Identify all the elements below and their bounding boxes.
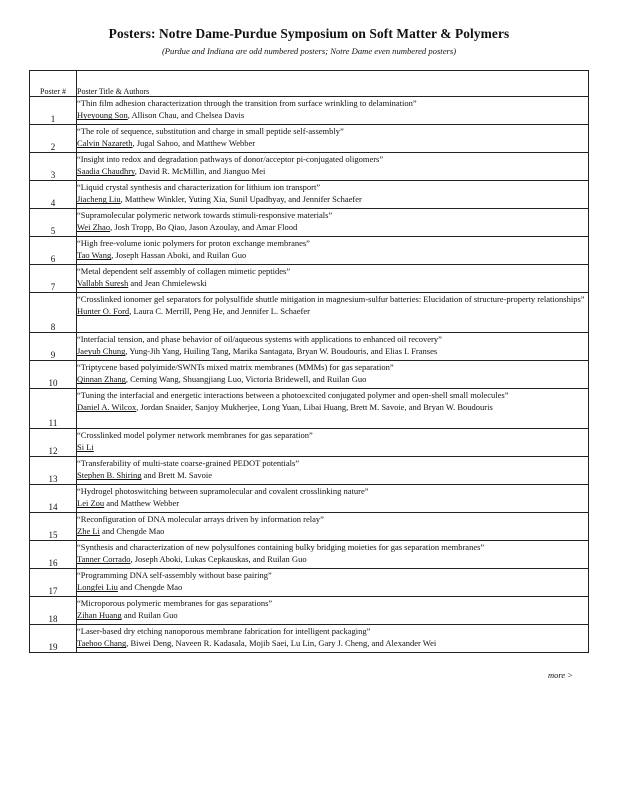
poster-title: “Metal dependent self assembly of collagen mimetic peptides” (77, 266, 291, 276)
column-header-title: Poster Title & Authors (77, 71, 589, 97)
poster-number: 9 (30, 333, 77, 361)
poster-title: “Interfacial tension, and phase behavior of oil/aqueous systems with applications to enhanced oil recovery” (77, 334, 442, 344)
more-link: more > (548, 670, 574, 680)
co-authors: and Chengde Mao (99, 526, 165, 537)
poster-entry (77, 389, 589, 429)
poster-entry (77, 181, 589, 209)
table-row (30, 97, 589, 125)
presenting-author: Stephen B. Shiring (77, 470, 142, 481)
table-row (30, 485, 589, 513)
poster-title: “Crosslinked ionomer gel separators for polysulfide shuttle mitigation in magnesium-sulfur batteries: Elucidation of structure-property relationships” (77, 294, 585, 304)
poster-title: “Tuning the interfacial and energetic interactions between a photoexcited conjugated polymer and open-shell small molecules” (77, 390, 509, 400)
poster-title: “Reconfiguration of DNA molecular arrays driven by information relay” (77, 514, 324, 524)
poster-number: 3 (30, 153, 77, 181)
co-authors: , Yung-Jih Yang, Huiling Tang, Marika Santagata, Bryan W. Boudouris, and Elias I. Franses (125, 346, 438, 357)
poster-number: 6 (30, 237, 77, 265)
poster-title: “Synthesis and characterization of new polysulfones containing bulky bridging moieties for gas separation membranes” (77, 542, 485, 552)
co-authors: and Chengde Mao (117, 582, 183, 593)
poster-entry (77, 485, 589, 513)
poster-entry (77, 569, 589, 597)
table-row (30, 513, 589, 541)
table-row (30, 333, 589, 361)
poster-number: 11 (30, 389, 77, 429)
co-authors: and Ruilan Guo (121, 610, 178, 621)
presenting-author: Wei Zhao (77, 222, 111, 233)
poster-number: 1 (30, 97, 77, 125)
poster-title: “The role of sequence, substitution and charge in small peptide self-assembly” (77, 126, 344, 136)
poster-number: 18 (30, 597, 77, 625)
table-header-row (30, 71, 589, 97)
presenting-author: Zhe Li (77, 526, 100, 537)
table-row (30, 293, 589, 333)
table-row (30, 389, 589, 429)
poster-number: 13 (30, 457, 77, 485)
table-row (30, 237, 589, 265)
poster-title: “Insight into redox and degradation pathways of donor/acceptor pi-conjugated oligomers” (77, 154, 384, 164)
poster-title: “Thin film adhesion characterization through the transition from surface wrinkling to delamination” (77, 98, 417, 108)
co-authors: and Jean Chmielewski (128, 278, 207, 289)
co-authors: and Matthew Webber (104, 498, 180, 509)
presenting-author: Tanner Corrado (77, 554, 131, 565)
table-row (30, 181, 589, 209)
poster-entry (77, 513, 589, 541)
poster-entry (77, 625, 589, 653)
poster-entry (77, 153, 589, 181)
poster-title: “Triptycene based polyimide/SWNTs mixed matrix membranes (MMMs) for gas separation” (77, 362, 394, 372)
presenting-author: Jaeyub Chung (77, 346, 126, 357)
table-row (30, 125, 589, 153)
poster-title: “Microporous polymeric membranes for gas separations” (77, 598, 273, 608)
co-authors: , Joseph Aboki, Lukas Cepkauskas, and Ruilan Guo (130, 554, 307, 565)
presenting-author: Qinnan Zhang (77, 374, 126, 385)
poster-entry (77, 429, 589, 457)
poster-number: 7 (30, 265, 77, 293)
presenting-author: Lei Zou (77, 498, 105, 509)
poster-entry (77, 265, 589, 293)
presenting-author: Longfei Liu (77, 582, 118, 593)
poster-entry (77, 237, 589, 265)
poster-entry (77, 457, 589, 485)
page-subtitle: (Purdue and Indiana are odd numbered posters; Notre Dame even numbered posters) (161, 46, 457, 56)
table-row (30, 209, 589, 237)
presenting-author: Si Li (77, 442, 94, 453)
presenting-author: Hunter O. Ford (77, 306, 130, 317)
poster-number: 12 (30, 429, 77, 457)
presenting-author: Jiacheng Liu (77, 194, 121, 205)
co-authors: , David R. McMillin, and Jianguo Mei (134, 166, 266, 177)
presenting-author: Taehoo Chang (77, 638, 127, 649)
co-authors: , Biwei Deng, Naveen R. Kadasala, Mojib Saei, Lu Lin, Gary J. Cheng, and Alexander Wei (126, 638, 437, 649)
poster-title: “Crosslinked model polymer network membranes for gas separation” (77, 430, 313, 440)
co-authors: , Allison Chau, and Chelsea Davis (127, 110, 245, 121)
table-row (30, 153, 589, 181)
co-authors: , Joseph Hassan Aboki, and Ruilan Guo (111, 250, 247, 261)
poster-title: “Programming DNA self-assembly without base pairing” (77, 570, 272, 580)
poster-entry (77, 361, 589, 389)
presenting-author: Tao Wang (77, 250, 112, 261)
poster-entry (77, 333, 589, 361)
table-row (30, 265, 589, 293)
poster-number: 4 (30, 181, 77, 209)
poster-number: 5 (30, 209, 77, 237)
co-authors: , Ceming Wang, Shuangjiang Luo, Victoria Bridewell, and Ruilan Guo (125, 374, 367, 385)
poster-entry (77, 597, 589, 625)
poster-number: 2 (30, 125, 77, 153)
co-authors: , Josh Tropp, Bo Qiao, Jason Azoulay, and Amar Flood (110, 222, 298, 233)
table-row (30, 597, 589, 625)
page-title: Posters: Notre Dame-Purdue Symposium on Soft Matter & Polymers (108, 26, 510, 41)
poster-entry (77, 541, 589, 569)
poster-title: “Laser-based dry etching nanoporous membrane fabrication for intelligent packaging” (77, 626, 371, 636)
poster-rows (30, 97, 589, 653)
co-authors: , Jordan Snaider, Sanjoy Mukherjee, Long Yuan, Libai Huang, Brett M. Savoie, and Bryan W. Boudouris (136, 402, 493, 413)
poster-title: “Liquid crystal synthesis and characterization for lithium ion transport” (77, 182, 321, 192)
presenting-author: Hyeyoung Son (77, 110, 128, 121)
table-row (30, 361, 589, 389)
presenting-author: Daniel A. Wilcox (77, 402, 137, 413)
presenting-author: Calvin Nazareth (77, 138, 133, 149)
poster-number: 10 (30, 361, 77, 389)
poster-number: 19 (30, 625, 77, 653)
poster-number: 16 (30, 541, 77, 569)
poster-title: “High free-volume ionic polymers for proton exchange membranes” (77, 238, 310, 248)
table-row (30, 457, 589, 485)
poster-number: 15 (30, 513, 77, 541)
presenting-author: Saadia Chaudhry (77, 166, 135, 177)
poster-entry (77, 97, 589, 125)
poster-title: “Hydrogel photoswitching between supramolecular and covalent crosslinking nature” (77, 486, 369, 496)
poster-entry (77, 293, 589, 333)
table-row (30, 429, 589, 457)
poster-entry (77, 125, 589, 153)
presenting-author: Zihan Huang (77, 610, 122, 621)
poster-number: 14 (30, 485, 77, 513)
co-authors: and Brett M. Savoie (141, 470, 213, 481)
poster-entry (77, 209, 589, 237)
poster-title: “Supramolecular polymeric network towards stimuli-responsive materials” (77, 210, 333, 220)
presenting-author: Vallabh Suresh (77, 278, 129, 289)
poster-number: 8 (30, 293, 77, 333)
co-authors: , Laura C. Merrill, Peng He, and Jennifer L. Schaefer (129, 306, 310, 317)
table-row (30, 541, 589, 569)
poster-table (29, 70, 589, 653)
co-authors: , Matthew Winkler, Yuting Xia, Sunil Upadhyay, and Jennifer Schaefer (120, 194, 362, 205)
co-authors: , Jugal Sahoo, and Matthew Webber (132, 138, 256, 149)
table-row (30, 569, 589, 597)
poster-number: 17 (30, 569, 77, 597)
poster-title: “Transferability of multi-state coarse-grained PEDOT potentials” (77, 458, 300, 468)
table-row (30, 625, 589, 653)
column-header-number: Poster # (30, 71, 77, 97)
